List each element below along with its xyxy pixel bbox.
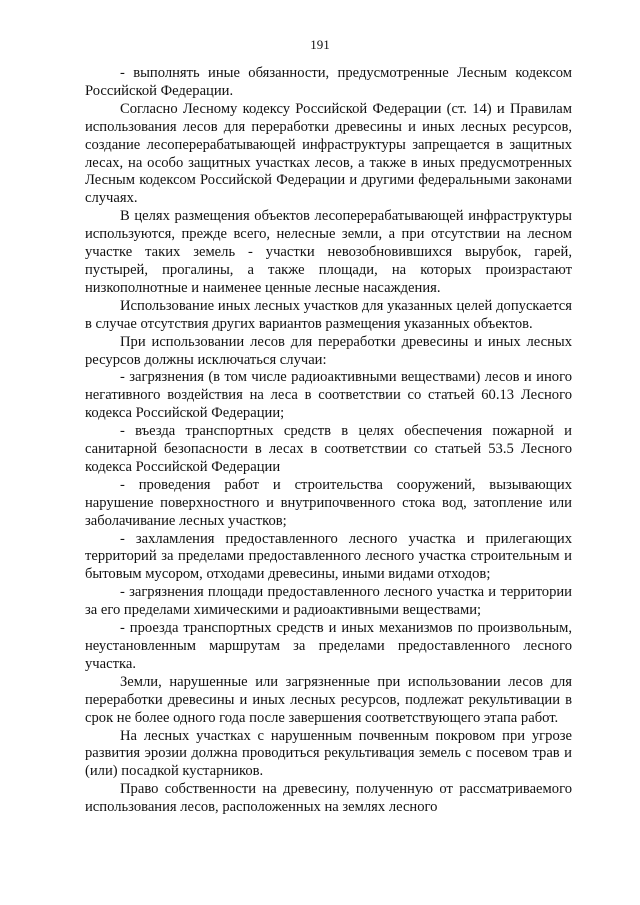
paragraph-forest-code-article-14: Согласно Лесному кодексу Российской Федерации (ст. 14) и Правилам использования лесов для переработки древесины и иных лесных ресурсов, создание лесоперерабатывающей инфраструктуры запрещается в защитных лесах, на особо защитных участках лесов, а также в иных предусмотренных Лесным кодексом Российской Федерации и другими федеральными законами случаях. [85,100,572,207]
paragraph-excluded-cases-intro: При использовании лесов для переработки древесины и иных лесных ресурсов должны исключаться случаи: [85,333,572,368]
document-body [85,65,572,817]
paragraph-other-plots: Использование иных лесных участков для указанных целей допускается в случае отсутствия других вариантов размещения указанных объектов. [85,297,572,332]
list-item-vehicle-passage: - проезда транспортных средств и иных механизмов по произвольным, неустановленным маршрутам за пределами предоставленного лесного участка. [85,620,572,672]
paragraph-other-duties: - выполнять иные обязанности, предусмотренные Лесным кодексом Российской Федерации. [85,65,572,99]
paragraph-ownership: Право собственности на древесину, полученную от рассматриваемого использования лесов, расположенных на землях лесного [85,781,572,816]
list-item-construction-works: - проведения работ и строительства сооружений, вызывающих нарушение поверхностного и внутрипочвенного стока вод, затопление или заболачивание лесных участков; [85,476,572,529]
list-item-chemical-pollution: - загрязнения площади предоставленного лесного участка и территории за его пределами химическими и радиоактивными веществами; [85,584,572,619]
page-number: 191 [310,37,330,52]
paragraph-recultivation: Земли, нарушенные или загрязненные при использовании лесов для переработки древесины и иных лесных ресурсов, подлежат рекультивации в срок не более одного года после завершения соответствующего этапа работ. [85,673,572,726]
list-item-vehicle-entry: - въезда транспортных средств в целях обеспечения пожарной и санитарной безопасности в лесах в соответствии со статьей 53.5 Лесного кодекса Российской Федерации [85,423,572,475]
paragraph-erosion: На лесных участках с нарушенным почвенным покровом при угрозе развития эрозии должна проводиться рекультивация земель с посевом трав и (или) посадкой кустарников. [85,727,572,780]
list-item-littering: - захламления предоставленного лесного участка и прилегающих территорий за пределами предоставленного лесного участка строительным и бытовым мусором, отходами древесины, иными видами отходов; [85,530,572,583]
list-item-pollution: - загрязнения (в том числе радиоактивными веществами) лесов и иного негативного воздействия на леса в соответствии со статьей 60.13 Лесного кодекса Российской Федерации; [85,369,572,422]
paragraph-placement-lands: В целях размещения объектов лесоперерабатывающей инфраструктуры используются, прежде всего, нелесные земли, а при отсутствии на лесном участке таких земель - участки невозобновившихся вырубок, гарей, пустырей, прогалины, а также площади, на которых произрастают низкополнотные и наименее ценные лесные насаждения. [85,208,572,296]
